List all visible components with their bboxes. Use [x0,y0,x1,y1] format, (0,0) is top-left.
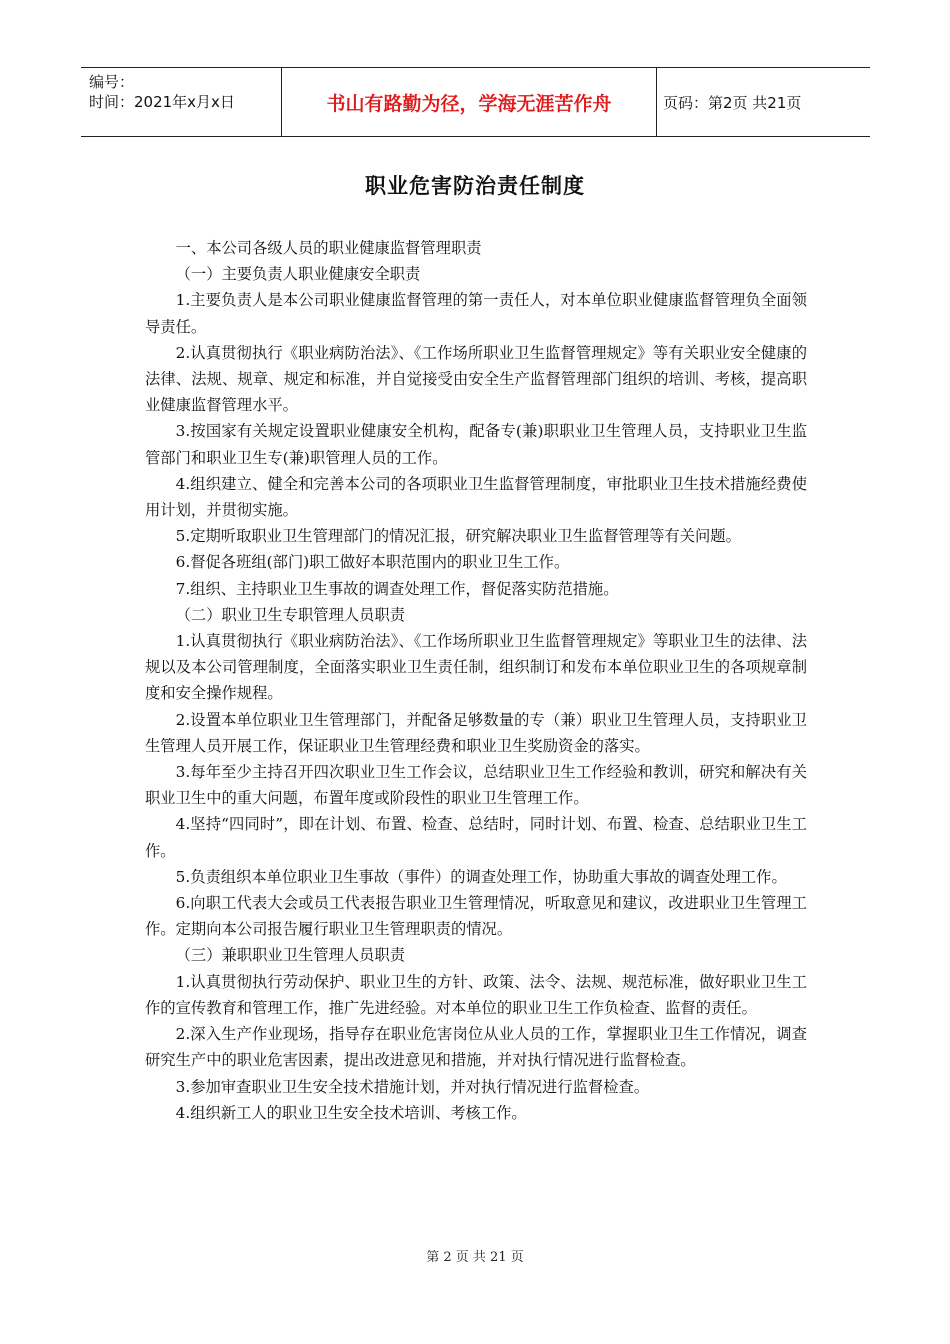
paragraph: （一）主要负责人职业健康安全职责 [175,265,421,284]
date-label: 时间：2021年x月x日 [89,93,235,111]
page-footer: 第 2 页 共 21 页 [426,1250,524,1265]
paragraph: 1.认真贯彻执行《职业病防治法》、《工作场所职业卫生监督管理规定》等职业卫生的法律、法规以及本公司管理制度，全面落实职业卫生责任制，组织制订和发布本单位职业卫生的各项规章制度和安全操作规程。 [145,632,807,703]
paragraph: 3.参加审查职业卫生安全技术措施计划，并对执行情况进行监督检查。 [175,1077,650,1096]
document-header [81,67,870,137]
paragraph: 6.向职工代表大会或员工代表报告职业卫生管理情况，听取意见和建议，改进职业卫生管理工作。定期向本公司报告履行职业卫生管理职责的情况。 [145,894,807,939]
paragraph: 1.主要负责人是本公司职业健康监督管理的第一责任人，对本单位职业健康监督管理负全面领导责任。 [145,291,807,336]
paragraph: 4.组织建立、健全和完善本公司的各项职业卫生监督管理制度，审批职业卫生技术措施经费使用计划，并贯彻实施。 [145,474,807,520]
paragraph: 6.督促各班组(部门)职工做好本职范围内的职业卫生工作。 [175,553,570,572]
paragraph: 7.组织、主持职业卫生事故的调查处理工作，督促落实防范措施。 [175,579,619,598]
document-body [145,235,807,1126]
paragraph: 4.组织新工人的职业卫生安全技术培训、考核工作。 [175,1103,527,1122]
paragraph: （二）职业卫生专职管理人员职责 [175,605,406,624]
paragraph: 3.按国家有关规定设置职业健康安全机构，配备专(兼)职职业卫生管理人员，支持职业卫生监管部门和职业卫生专(兼)职管理人员的工作。 [145,422,807,467]
paragraph: 2.认真贯彻执行《职业病防治法》、《工作场所职业卫生监督管理规定》等有关职业安全健康的法律、法规、规章、规定和标准，并自觉接受由安全生产监督管理部门组织的培训、考核，提高职业健康监督管理水平。 [145,343,807,415]
header-slogan: 书山有路勤为径，学海无涯苦作舟 [281,68,657,136]
paragraph: 5.定期听取职业卫生管理部门的情况汇报，研究解决职业卫生监督管理等有关问题。 [175,527,741,546]
number-label: 编号： [89,73,135,91]
paragraph: 一、本公司各级人员的职业健康监督管理职责 [175,239,482,257]
paragraph: 2.深入生产作业现场，指导存在职业危害岗位从业人员的工作，掌握职业卫生工作情况，调查研究生产中的职业危害因素，提出改进意见和措施，并对执行情况进行监督检查。 [145,1025,807,1070]
header-page-label: 页码：第2页 共21页 [663,93,802,112]
document-title: 职业危害防治责任制度 [365,174,585,198]
paragraph: 4.坚持“四同时”，即在计划、布置、检查、总结时，同时计划、布置、检查、总结职业卫生工作。 [145,815,807,860]
paragraph: 2.设置本单位职业卫生管理部门，并配备足够数量的专（兼）职业卫生管理人员，支持职业卫生管理人员开展工作，保证职业卫生管理经费和职业卫生奖励资金的落实。 [145,710,807,755]
paragraph: 5.负责组织本单位职业卫生事故（事件）的调查处理工作，协助重大事故的调查处理工作。 [175,867,787,886]
paragraph: 1.认真贯彻执行劳动保护、职业卫生的方针、政策、法令、法规、规范标准，做好职业卫生工作的宣传教育和管理工作，推广先进经验。对本单位的职业卫生工作负检查、监督的责任。 [145,972,807,1017]
paragraph: 3.每年至少主持召开四次职业卫生工作会议，总结职业卫生工作经验和教训，研究和解决有关职业卫生中的重大问题，布置年度或阶段性的职业卫生管理工作。 [145,763,807,808]
header-meta [81,68,281,136]
paragraph: （三）兼职职业卫生管理人员职责 [175,946,406,965]
